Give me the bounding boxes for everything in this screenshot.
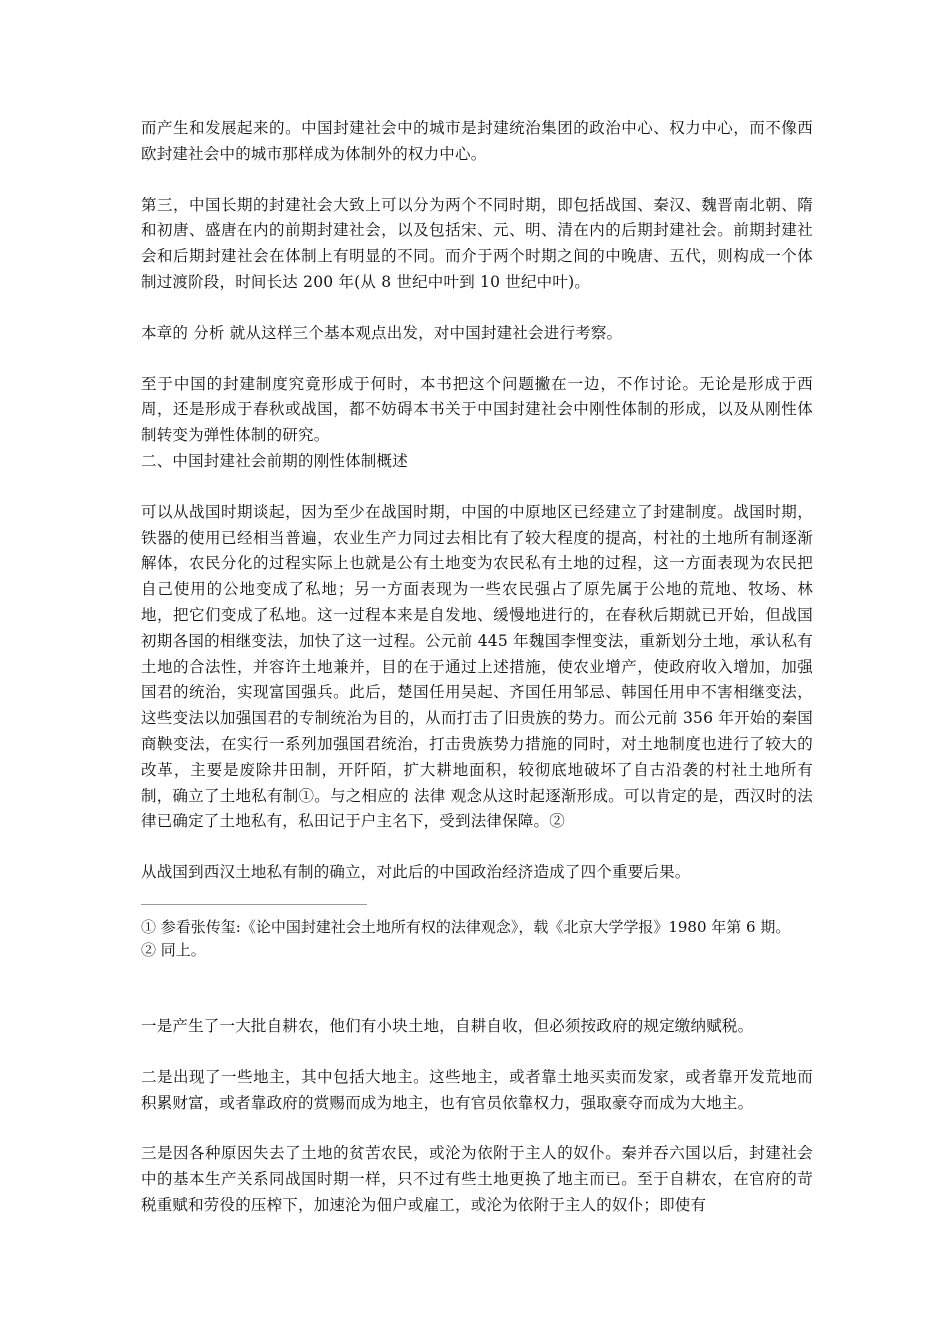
paragraph-consequences-intro: 从战国到西汉土地私有制的确立，对此后的中国政治经济造成了四个重要后果。 [141,863,691,882]
paragraph-origin-question: 至于中国的封建制度究竟形成于何时，本书把这个问题撇在一边，不作讨论。无论是形成于西周，还是形成于春秋或战国，都不妨碍本书关于中国封建社会中刚性体制的形成，以及从刚性体制转变为弹性体制的研究。 [141,374,813,445]
section-heading: 二、中国封建社会前期的刚性体制概述 [141,451,408,470]
body-section-1 [141,116,813,886]
paragraph-consequence-1: 一是产生了一大批自耕农，他们有小块土地，自耕自收，但必须按政府的规定缴纳赋税。 [141,1017,754,1035]
paragraph-third-point: 第三，中国长期的封建社会大致上可以分为两个不同时期，即包括战国、秦汉、魏晋南北朝、隋和初唐、盛唐在内的前期封建社会，以及包括宋、元、明、清在内的后期封建社会。前期封建社会和后期封建社会在体制上有明显的不同。而介于两个时期之间的中晚唐、五代，则构成一个体制过渡阶段，时间长达 200 年(从 8 世纪中叶到 10 世纪中叶)。 [141,195,813,291]
footnotes [141,916,813,962]
paragraph-warring-states: 可以从战国时期谈起，因为至少在战国时期，中国的中原地区已经建立了封建制度。战国时期，铁器的使用已经相当普遍，农业生产力同过去相比有了较大程度的提高，村社的土地所有制逐渐解体，农民分化的过程实际上也就是公有土地变为农民私有土地的过程，这一方面表现为农民把自己使用的公地变成了私地；另一方面表现为一些农民强占了原先属于公地的荒地、牧场、林地，把它们变成了私地。这一过程本来是自发地、缓慢地进行的，在春秋后期就已开始，但战国初期各国的相继变法，加快了这一过程。公元前 445 年魏国李悝变法，重新划分土地，承认私有土地的合法性，并容许土地兼并，目的在于通过上述措施，使农业增产，使政府收入增加，加强国君的统治，实现富国强兵。此后，楚国任用吴起、齐国任用邹忌、韩国任用申不害相继变法，这些变法以加强国君的专制统治为目的，从而打击了旧贵族的势力。而公元前 356 年开始的秦国商鞅变法，在实行一系列加强国君统治，打击贵族势力措施的同时，对土地制度也进行了较大的改革，主要是废除井田制，开阡陌，扩大耕地面积，较彻底地破坏了自古沿袭的村社土地所有制，确立了土地私有制①。与之相应的 法律 观念从这时起逐渐形成。可以肯定的是，西汉时的法律已确定了土地私有，私田记于户主名下，受到法律保障。② [141,502,813,831]
footnote-divider [141,904,367,905]
paragraph-consequence-3: 三是因各种原因失去了土地的贫苦农民，或沦为依附于主人的奴仆。秦并吞六国以后，封建社会中的基本生产关系同战国时期一样，只不过有些土地更换了地主而已。至于自耕农，在官府的苛税重赋和劳役的压榨下，加速沦为佃户或雇工，或沦为依附于主人的奴仆；即使有 [141,1144,813,1214]
footnote-1: ① 参看张传玺:《论中国封建社会土地所有权的法律观念》，载《北京大学学报》1980 年第 6 期。 [141,918,791,936]
paragraph-city-center: 而产生和发展起来的。中国封建社会中的城市是封建统治集团的政治中心、权力中心，而不像西欧封建社会中的城市那样成为体制外的权力中心。 [141,119,813,163]
body-section-2 [141,1014,813,1219]
footnote-2: ② 同上。 [141,941,206,959]
paragraph-chapter-analysis: 本章的 分析 就从这样三个基本观点出发，对中国封建社会进行考察。 [141,323,623,342]
paragraph-consequence-2: 二是出现了一些地主，其中包括大地主。这些地主，或者靠土地买卖而发家，或者靠开发荒地而积累财富，或者靠政府的赏赐而成为地主，也有官员依靠权力，强取豪夺而成为大地主。 [141,1067,813,1112]
